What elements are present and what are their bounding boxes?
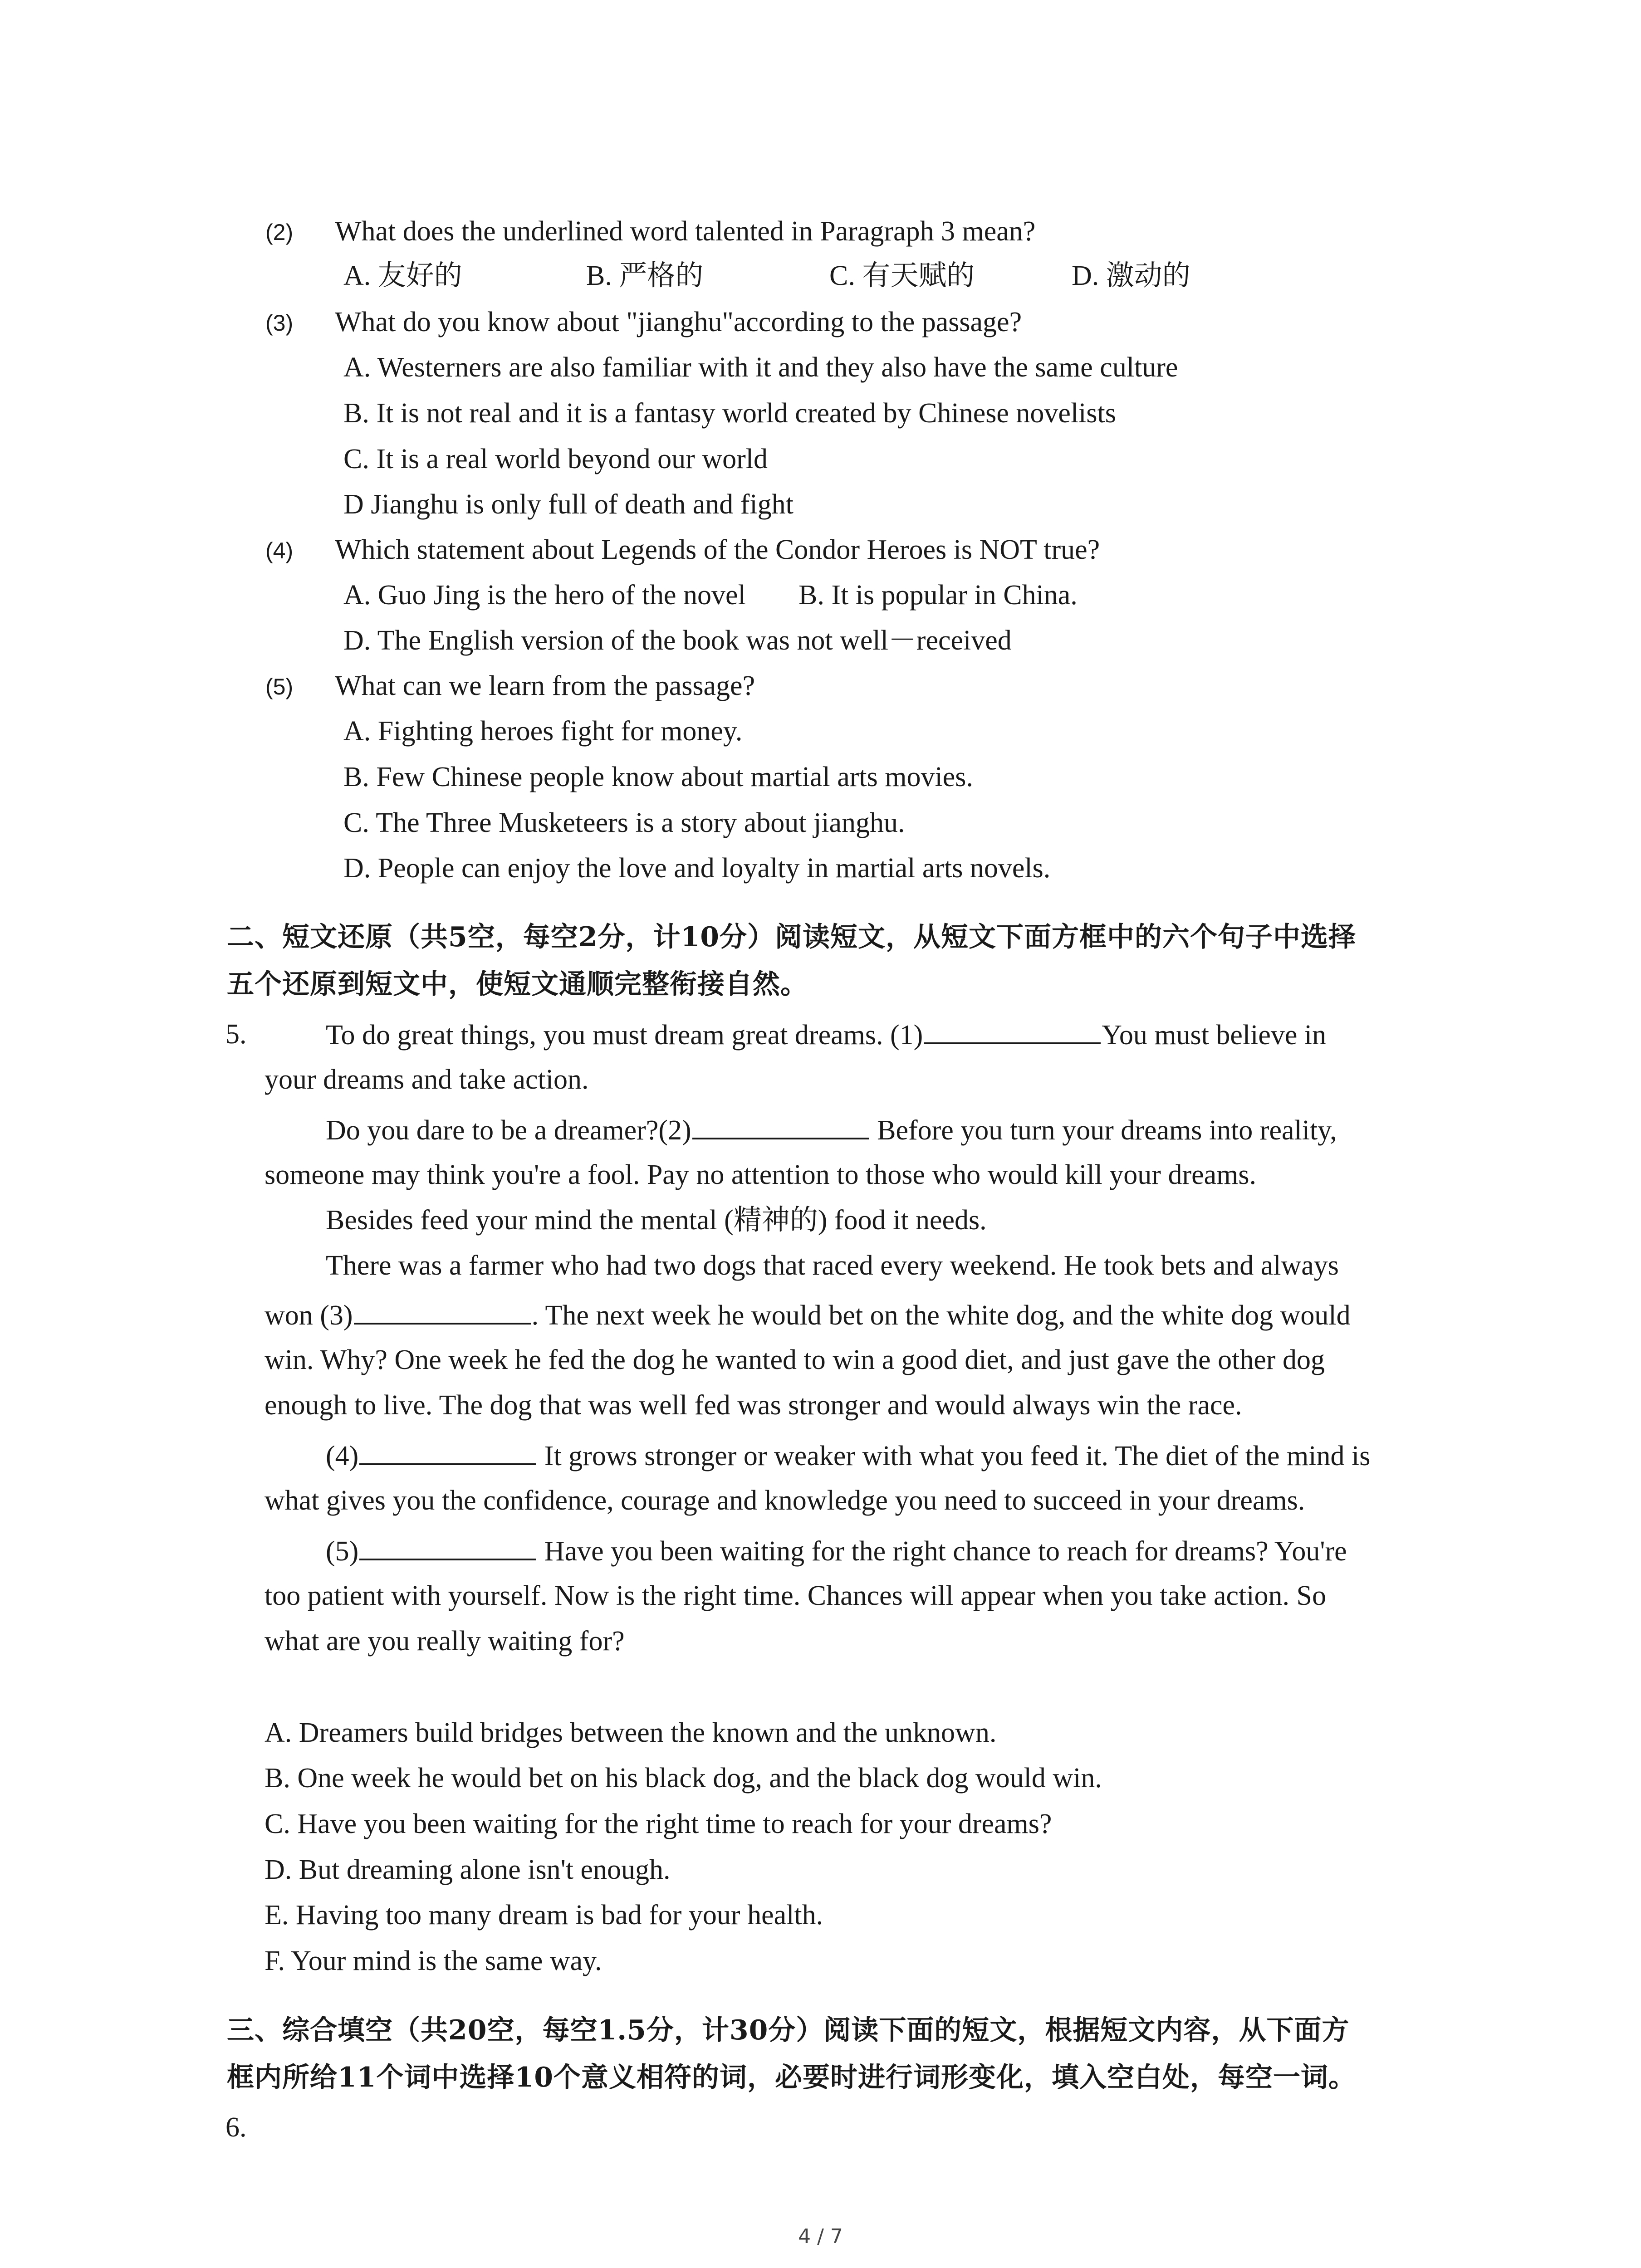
option-b: B. It is not real and it is a fantasy world created by Chinese novelists [343, 398, 1116, 429]
option-b: B. It is popular in China. [798, 580, 1078, 611]
choice-b: B. One week he would bet on his black dog, and the black dog would win. [265, 1763, 1102, 1794]
choice-f: F. Your mind is the same way. [265, 1945, 602, 1976]
question-number: (5) [265, 674, 294, 699]
passage-text: won (3) [265, 1300, 353, 1331]
passage-text: You must believe in [1102, 1020, 1327, 1051]
question-number: (4) [265, 538, 294, 563]
passage-line: too patient with yourself. Now is the right time. Chances will appear when you take action. So [265, 1580, 1326, 1611]
passage-line: Besides feed your mind the mental (精神的) food it needs. [326, 1205, 987, 1236]
option-b: B. Few Chinese people know about martial arts movies. [343, 762, 973, 792]
passage-text: (5) [326, 1536, 359, 1567]
item-number: 5. [225, 1019, 247, 1050]
section-heading-cont: 五个还原到短文中，使短文通顺完整衔接自然。 [227, 968, 808, 1000]
answer-blank-2[interactable] [692, 1111, 869, 1139]
question-stem: Which statement about Legends of the Condor Heroes is NOT true? [335, 534, 1100, 565]
item-number: 6. [225, 2112, 247, 2143]
option-c: C. The Three Musketeers is a story about jianghu. [343, 807, 905, 838]
choice-e: E. Having too many dream is bad for your health. [265, 1900, 823, 1931]
passage-text: Do you dare to be a dreamer?(2) [326, 1115, 691, 1146]
passage-line [265, 1296, 1351, 1334]
passage-line [326, 1111, 1337, 1149]
passage-line [326, 1437, 1370, 1474]
option-b: B. 严格的 [586, 260, 704, 291]
option-d: D Jianghu is only full of death and fight [343, 489, 794, 520]
passage-line: what are you really waiting for? [265, 1626, 625, 1657]
question-stem: What can we learn from the passage? [335, 670, 755, 701]
passage-text: Have you been waiting for the right chance to reach for dreams? You're [537, 1536, 1347, 1567]
question-number: (3) [265, 310, 294, 336]
passage-text: . The next week he would bet on the white dog, and the white dog would [531, 1300, 1351, 1331]
option-a: A. Guo Jing is the hero of the novel [343, 580, 746, 611]
section-heading: 三、综合填空（共20空，每空1.5分，计30分）阅读下面的短文，根据短文内容，从下面方 [227, 2014, 1350, 2046]
passage-line: your dreams and take action. [265, 1064, 589, 1095]
passage-text: It grows stronger or weaker with what you feed it. The diet of the mind is [537, 1441, 1371, 1471]
question-stem: What do you know about "jianghu"according to the passage? [335, 307, 1022, 337]
option-d: D. People can enjoy the love and loyalty in martial arts novels. [343, 853, 1051, 884]
section-heading: 二、短文还原（共5空，每空2分，计10分）阅读短文，从短文下面方框中的六个句子中选择 [227, 921, 1356, 953]
option-c: C. 有天赋的 [829, 260, 975, 291]
passage-line: There was a farmer who had two dogs that raced every weekend. He took bets and always [326, 1250, 1339, 1281]
passage-line: someone may think you're a fool. Pay no attention to those who would kill your dreams. [265, 1159, 1256, 1190]
question-number: (2) [265, 220, 294, 245]
passage-line: what gives you the confidence, courage and knowledge you need to succeed in your dreams. [265, 1485, 1305, 1516]
question-stem: What does the underlined word talented in Paragraph 3 mean? [335, 216, 1036, 247]
choice-c: C. Have you been waiting for the right time to reach for your dreams? [265, 1809, 1052, 1839]
passage-line [326, 1016, 1326, 1053]
answer-blank-5[interactable] [359, 1532, 536, 1560]
passage-text: (4) [326, 1441, 359, 1471]
passage-text: To do great things, you must dream great dreams. (1) [326, 1020, 923, 1051]
passage-line: win. Why? One week he fed the dog he wanted to win a good diet, and just gave the other dog [265, 1344, 1325, 1375]
passage-line: enough to live. The dog that was well fed was stronger and would always win the race. [265, 1390, 1242, 1421]
option-c: C. It is a real world beyond our world [343, 444, 768, 474]
section-heading-cont: 框内所给11个词中选择10个意义相符的词，必要时进行词形变化，填入空白处，每空一词。 [227, 2062, 1356, 2093]
answer-blank-4[interactable] [359, 1437, 536, 1465]
choice-a: A. Dreamers build bridges between the known and the unknown. [265, 1717, 997, 1748]
option-a: A. 友好的 [343, 260, 462, 291]
answer-blank-1[interactable] [924, 1016, 1101, 1044]
passage-text: Before you turn your dreams into reality, [870, 1115, 1337, 1146]
option-a: A. Westerners are also familiar with it and they also have the same culture [343, 352, 1178, 383]
choice-d: D. But dreaming alone isn't enough. [265, 1854, 671, 1885]
option-d: D. The English version of the book was not well－received [343, 625, 1012, 656]
answer-blank-3[interactable] [354, 1296, 531, 1325]
option-d: D. 激动的 [1072, 260, 1190, 291]
passage-line [326, 1532, 1347, 1569]
option-a: A. Fighting heroes fight for money. [343, 716, 743, 747]
page-number: 4 / 7 [798, 2225, 843, 2248]
